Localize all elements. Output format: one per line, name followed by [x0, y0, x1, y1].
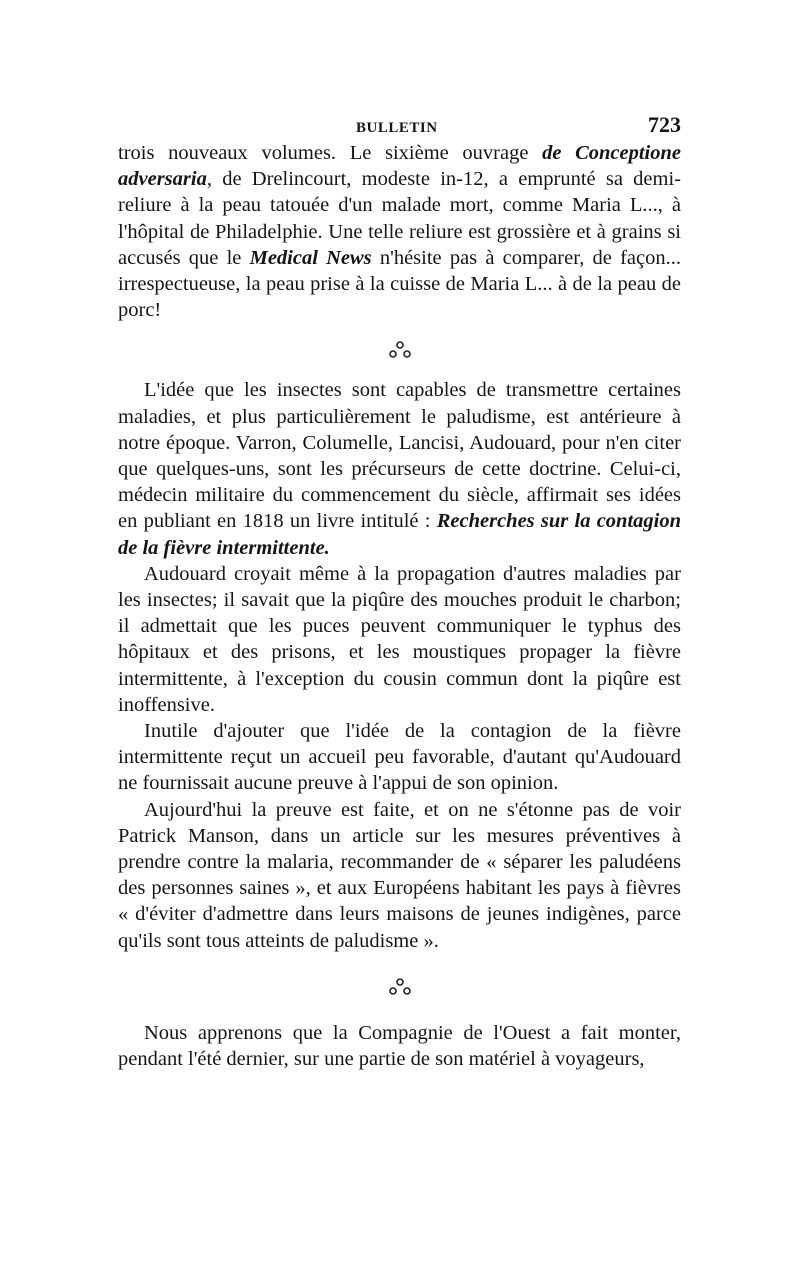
paragraph-1: [118, 140, 681, 323]
paragraph-2-text-a: L'idée que les insectes sont capables de transmettre certaines maladies, et plus particulièrement le paludisme, est antérieure à notre époque. Varron, Columelle, Lancisi, Audouard, pour n'en citer que quelques-uns, sont les précurseurs de cette doctrine. Celui-ci, médecin militaire du commencement du siècle, affirmait ses idées en publiant en 1818 un livre intitulé :: [118, 379, 681, 533]
asterism-icon: [388, 339, 412, 361]
journal-title-medical-news: Medical News: [249, 246, 372, 269]
paragraph-1-text-e: n'hésite pas à comparer, de façon... irrespectueuse, la peau prise à la cuisse de Maria L... à de la peau de porc!: [118, 246, 681, 322]
running-head: BULLETIN: [356, 120, 438, 136]
paragraph-6: Nous apprenons que la Compagnie de l'Ouest a fait monter, pendant l'été dernier, sur une partie de son matériel à voyageurs,: [118, 1021, 681, 1071]
body-text: [118, 140, 681, 1072]
paragraph-3: Audouard croyait même à la propagation d'autres maladies par les insectes; il savait que la piqûre des mouches produit le charbon; il admettait que les puces peuvent communiquer le typhus des hôpitaux et des prisons, et les moustiques propager la fièvre intermittente, à l'exception du cousin commun dont la piqûre est inoffensive.: [118, 562, 681, 716]
book-title-de-conceptione: de Conceptione adversaria: [118, 142, 681, 191]
paragraph-5: Aujourd'hui la preuve est faite, et on ne s'étonne pas de voir Patrick Manson, dans un article sur les mesures préventives à prendre contre la malaria, recommander de « séparer les paludéens des personnes saines », et aux Européens habitant les pays à fièvres « d'éviter d'admettre dans leurs maisons de jeunes indigènes, parce qu'ils sont tous atteints de paludisme ».: [118, 798, 681, 952]
paragraph-1-text-c: , de Drelincourt, modeste in-12, a emprunté sa demi-reliure à la peau tatouée d'un malade mort, comme Maria L..., à l'hôpital de Philadelphie. Une telle reliure est grossière et à grains si accusés que le: [118, 168, 681, 269]
section-separator-1: [118, 323, 681, 377]
page-header: [118, 112, 681, 142]
book-title-recherches: Recherches sur la contagion de la fièvre intermittente.: [118, 510, 681, 559]
asterism-icon: [388, 976, 412, 998]
page-number: 723: [648, 112, 681, 137]
section-separator-2: [118, 954, 681, 1020]
paragraph-4: Inutile d'ajouter que l'idée de la contagion de la fièvre intermittente reçut un accueil peu favorable, d'autant qu'Audouard ne fournissait aucune preuve à l'appui de son opinion.: [118, 720, 681, 795]
paragraph-1-text-a: trois nouveaux volumes. Le sixième ouvrage: [118, 142, 543, 164]
paragraph-2: [118, 377, 681, 560]
